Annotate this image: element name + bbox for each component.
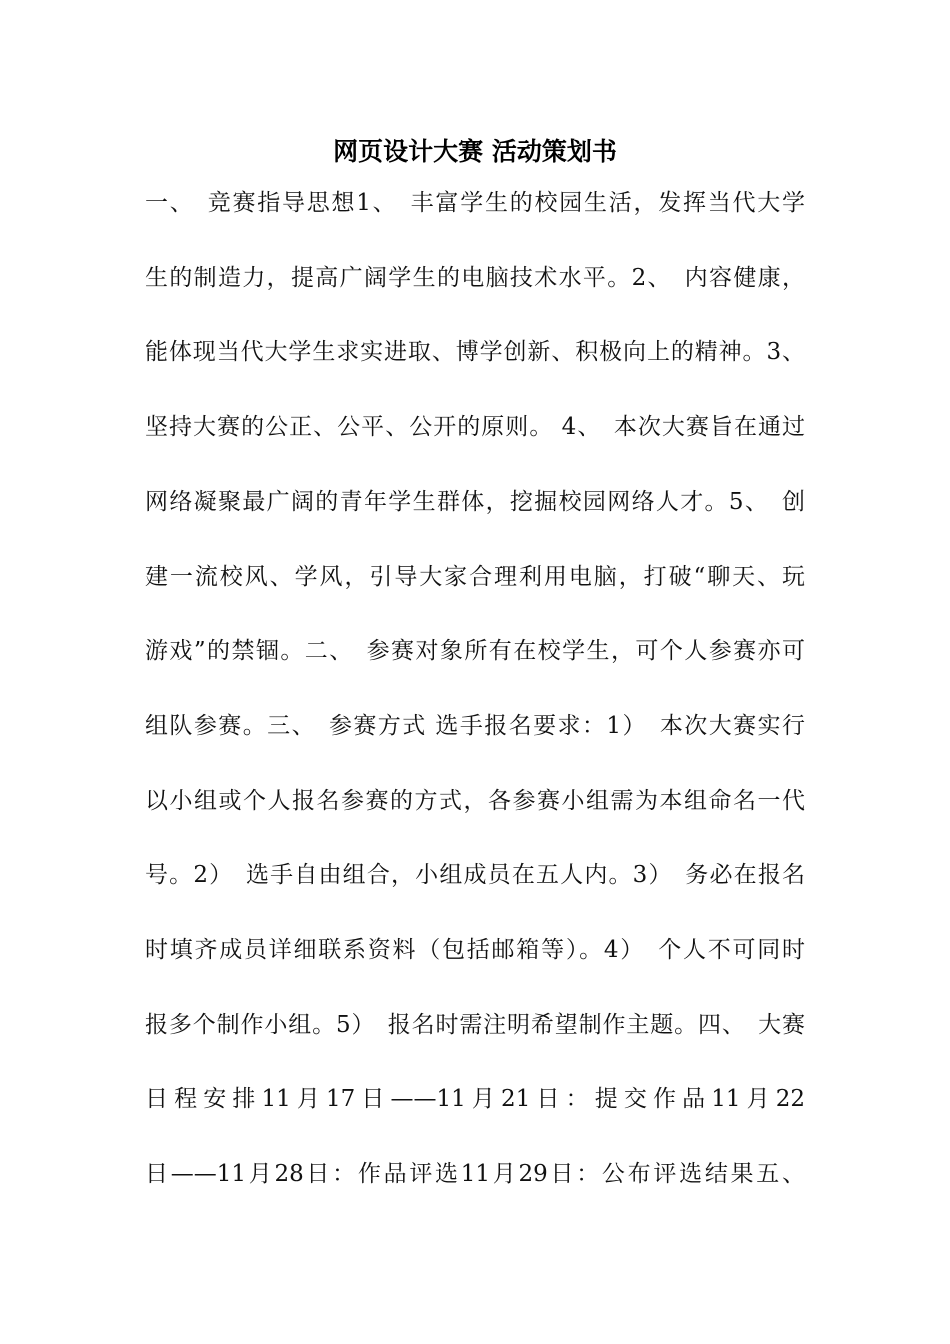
body-line-9: 以小组或个人报名参赛的方式，各参赛小组需为本组命名一代 xyxy=(145,788,805,814)
body-line-14: 日——11月28日：作品评选11月29日：公布评选结果五、 xyxy=(145,1161,805,1187)
document-title: 网页设计大赛 活动策划书 xyxy=(333,137,617,166)
body-line-5: 网络凝聚最广阔的青年学生群体，挖掘校园网络人才。5、 创 xyxy=(145,489,805,515)
body-line-10: 号。2） 选手自由组合，小组成员在五人内。3） 务必在报名 xyxy=(145,862,805,888)
body-line-4: 坚持大赛的公正、公平、公开的原则。 4、 本次大赛旨在通过 xyxy=(145,414,805,440)
body-line-12: 报多个制作小组。5） 报名时需注明希望制作主题。四、 大赛 xyxy=(145,1012,805,1038)
body-line-8: 组队参赛。三、 参赛方式 选手报名要求：1） 本次大赛实行 xyxy=(145,713,805,739)
body-line-11: 时填齐成员详细联系资料（包括邮箱等）。4） 个人不可同时 xyxy=(145,937,805,963)
body-line-6: 建一流校风、学风，引导大家合理利用电脑，打破“聊天、玩 xyxy=(145,564,805,590)
body-line-3: 能体现当代大学生求实进取、博学创新、积极向上的精神。3、 xyxy=(145,339,805,365)
body-line-7: 游戏”的禁锢。二、 参赛对象所有在校学生，可个人参赛亦可 xyxy=(145,638,805,664)
body-line-13: 日程安排11月17日——11月21日：提交作品11月22 xyxy=(145,1086,805,1112)
body-line-2: 生的制造力，提高广阔学生的电脑技术水平。2、 内容健康， xyxy=(145,265,805,291)
body-line-1: 一、 竞赛指导思想1、 丰富学生的校园生活，发挥当代大学 xyxy=(145,190,805,216)
